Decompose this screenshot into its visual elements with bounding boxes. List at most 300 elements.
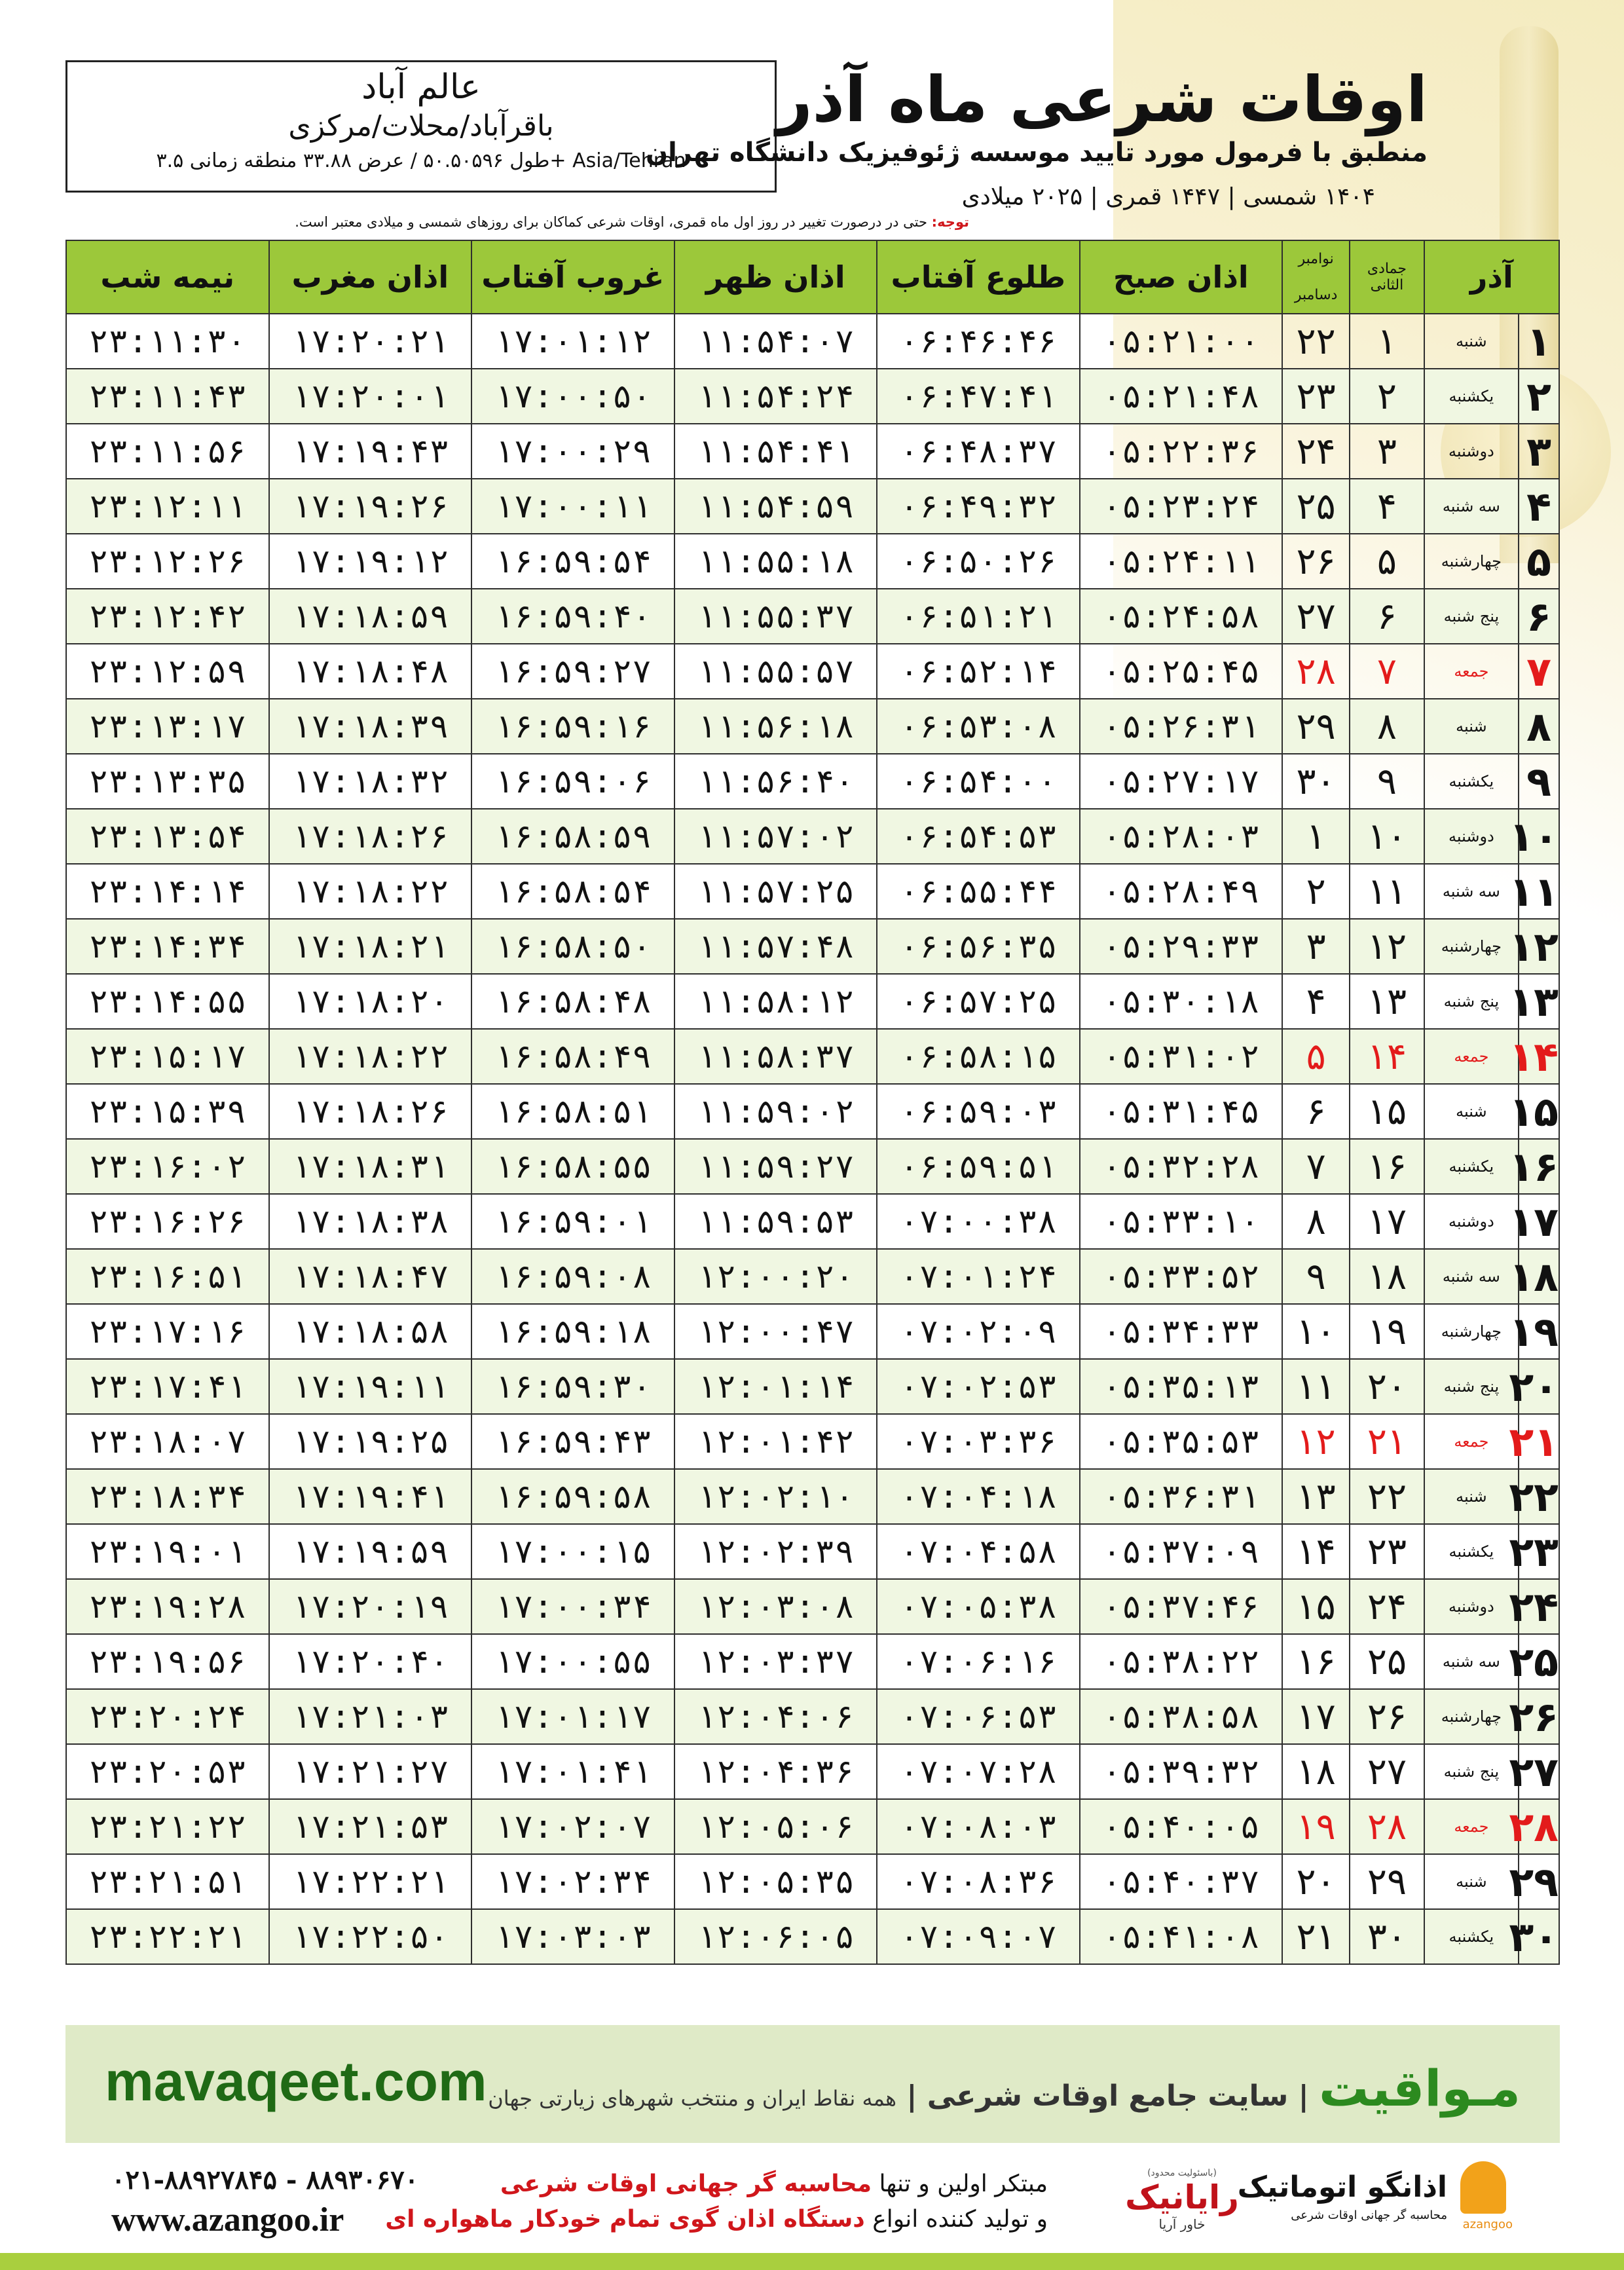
banner-url[interactable]: mavaqeet.com bbox=[105, 2051, 487, 2112]
cell-sunrise: ۰۷:۰۶:۵۳ bbox=[877, 1689, 1080, 1744]
cell-sunset: ۱۷:۰۲:۰۷ bbox=[471, 1799, 674, 1854]
header-fajr: اذان صبح bbox=[1080, 240, 1283, 314]
cell-weekday: شنبه bbox=[1424, 699, 1519, 754]
cell-day: ۱۱ bbox=[1519, 864, 1559, 919]
cell-weekday: جمعه bbox=[1424, 1414, 1519, 1469]
table-row bbox=[66, 809, 1559, 864]
cell-dhuhr: ۱۲:۰۲:۳۹ bbox=[674, 1524, 877, 1579]
cell-weekday: یکشنبه bbox=[1424, 369, 1519, 424]
cell-dhuhr: ۱۱:۵۵:۵۷ bbox=[674, 644, 877, 699]
cell-midnight: ۲۳:۱۱:۵۶ bbox=[66, 424, 269, 479]
cell-weekday: دوشنبه bbox=[1424, 1579, 1519, 1634]
cell-sunrise: ۰۷:۰۱:۲۴ bbox=[877, 1249, 1080, 1304]
cell-fajr: ۰۵:۳۲:۲۸ bbox=[1080, 1139, 1283, 1194]
cell-sunset: ۱۶:۵۸:۵۵ bbox=[471, 1139, 674, 1194]
cell-maghrib: ۱۷:۱۹:۱۱ bbox=[269, 1359, 472, 1414]
cell-hijri: ۱۱ bbox=[1350, 864, 1424, 919]
cell-sunrise: ۰۶:۵۴:۵۳ bbox=[877, 809, 1080, 864]
cell-hijri: ۱۲ bbox=[1350, 919, 1424, 974]
cell-sunrise: ۰۶:۴۹:۳۲ bbox=[877, 479, 1080, 534]
cell-dhuhr: ۱۱:۵۸:۱۲ bbox=[674, 974, 877, 1029]
cell-sunrise: ۰۶:۵۹:۵۱ bbox=[877, 1139, 1080, 1194]
cell-fajr: ۰۵:۳۷:۰۹ bbox=[1080, 1524, 1283, 1579]
cell-day: ۲۷ bbox=[1519, 1744, 1559, 1799]
cell-fajr: ۰۵:۳۳:۵۲ bbox=[1080, 1249, 1283, 1304]
cell-day: ۲۳ bbox=[1519, 1524, 1559, 1579]
cell-dhuhr: ۱۱:۵۹:۵۳ bbox=[674, 1194, 877, 1249]
cell-fajr: ۰۵:۲۴:۵۸ bbox=[1080, 589, 1283, 644]
cell-sunrise: ۰۷:۰۳:۳۶ bbox=[877, 1414, 1080, 1469]
cell-fajr: ۰۵:۳۱:۴۵ bbox=[1080, 1084, 1283, 1139]
cell-fajr: ۰۵:۲۵:۴۵ bbox=[1080, 644, 1283, 699]
cell-hijri: ۲۱ bbox=[1350, 1414, 1424, 1469]
cell-hijri: ۶ bbox=[1350, 589, 1424, 644]
banner-subtext: همه نقاط ایران و منتخب شهرهای زیارتی جهان bbox=[488, 2086, 896, 2111]
cell-greg: ۱۱ bbox=[1282, 1359, 1350, 1414]
cell-greg: ۱۴ bbox=[1282, 1524, 1350, 1579]
bottom-stripe bbox=[0, 2253, 1624, 2270]
cell-sunset: ۱۶:۵۹:۰۸ bbox=[471, 1249, 674, 1304]
cell-midnight: ۲۳:۱۵:۳۹ bbox=[66, 1084, 269, 1139]
cell-greg: ۶ bbox=[1282, 1084, 1350, 1139]
cell-greg: ۲۹ bbox=[1282, 699, 1350, 754]
cell-midnight: ۲۳:۱۳:۱۷ bbox=[66, 699, 269, 754]
cell-fajr: ۰۵:۴۰:۰۵ bbox=[1080, 1799, 1283, 1854]
notice-label: توجه: bbox=[931, 214, 969, 230]
cell-midnight: ۲۳:۱۶:۵۱ bbox=[66, 1249, 269, 1304]
cell-weekday: چهارشنبه bbox=[1424, 534, 1519, 589]
cell-sunset: ۱۶:۵۹:۲۷ bbox=[471, 644, 674, 699]
cell-maghrib: ۱۷:۱۹:۲۵ bbox=[269, 1414, 472, 1469]
cell-hijri: ۱ bbox=[1350, 314, 1424, 369]
cell-fajr: ۰۵:۲۱:۴۸ bbox=[1080, 369, 1283, 424]
rayanik-sub: خاور آریا bbox=[1158, 2216, 1206, 2232]
cell-greg: ۱۵ bbox=[1282, 1579, 1350, 1634]
cell-sunrise: ۰۶:۴۷:۴۱ bbox=[877, 369, 1080, 424]
cell-dhuhr: ۱۲:۰۱:۱۴ bbox=[674, 1359, 877, 1414]
location-name: عالم آباد bbox=[361, 67, 481, 107]
cell-weekday: یکشنبه bbox=[1424, 1524, 1519, 1579]
cell-maghrib: ۱۷:۱۹:۵۹ bbox=[269, 1524, 472, 1579]
table-row bbox=[66, 1469, 1559, 1524]
cell-sunset: ۱۶:۵۹:۵۸ bbox=[471, 1469, 674, 1524]
cell-day: ۱۷ bbox=[1519, 1194, 1559, 1249]
cell-midnight: ۲۳:۱۹:۲۸ bbox=[66, 1579, 269, 1634]
cell-maghrib: ۱۷:۱۸:۲۰ bbox=[269, 974, 472, 1029]
cell-maghrib: ۱۷:۲۰:۰۱ bbox=[269, 369, 472, 424]
cell-dhuhr: ۱۲:۰۲:۱۰ bbox=[674, 1469, 877, 1524]
cell-day: ۷ bbox=[1519, 644, 1559, 699]
cell-fajr: ۰۵:۳۵:۱۳ bbox=[1080, 1359, 1283, 1414]
cell-hijri: ۱۶ bbox=[1350, 1139, 1424, 1194]
cell-dhuhr: ۱۲:۰۵:۰۶ bbox=[674, 1799, 877, 1854]
cell-sunrise: ۰۷:۰۶:۱۶ bbox=[877, 1634, 1080, 1689]
table-row bbox=[66, 1799, 1559, 1854]
table-row bbox=[66, 1249, 1559, 1304]
cell-midnight: ۲۳:۱۳:۳۵ bbox=[66, 754, 269, 809]
cell-weekday: دوشنبه bbox=[1424, 809, 1519, 864]
cell-greg: ۲ bbox=[1282, 864, 1350, 919]
cell-sunrise: ۰۶:۵۳:۰۸ bbox=[877, 699, 1080, 754]
cell-fajr: ۰۵:۳۹:۳۲ bbox=[1080, 1744, 1283, 1799]
page-title: اوقات شرعی ماه آذر bbox=[776, 63, 1428, 136]
cell-fajr: ۰۵:۳۶:۳۱ bbox=[1080, 1469, 1283, 1524]
location-region: باقرآباد/محلات/مرکزی bbox=[288, 109, 554, 143]
cell-greg: ۱ bbox=[1282, 809, 1350, 864]
cell-day: ۶ bbox=[1519, 589, 1559, 644]
cell-sunset: ۱۶:۵۸:۵۹ bbox=[471, 809, 674, 864]
cell-dhuhr: ۱۱:۵۵:۱۸ bbox=[674, 534, 877, 589]
location-coords: طول ۵۰.۵۰۵۹۶ / عرض ۳۳.۸۸ منطقه زمانی ۳.۵+ Asia/Tehran bbox=[156, 149, 686, 172]
cell-fajr: ۰۵:۲۶:۳۱ bbox=[1080, 699, 1283, 754]
cell-maghrib: ۱۷:۱۸:۳۸ bbox=[269, 1194, 472, 1249]
cell-sunset: ۱۶:۵۹:۴۳ bbox=[471, 1414, 674, 1469]
cell-midnight: ۲۳:۲۰:۲۴ bbox=[66, 1689, 269, 1744]
cell-dhuhr: ۱۱:۵۴:۵۹ bbox=[674, 479, 877, 534]
cell-maghrib: ۱۷:۲۰:۲۱ bbox=[269, 314, 472, 369]
cell-sunset: ۱۷:۰۰:۵۵ bbox=[471, 1634, 674, 1689]
header-month: آذر bbox=[1424, 240, 1559, 314]
cell-sunset: ۱۶:۵۹:۵۴ bbox=[471, 534, 674, 589]
cell-day: ۴ bbox=[1519, 479, 1559, 534]
cell-midnight: ۲۳:۱۱:۴۳ bbox=[66, 369, 269, 424]
table-body bbox=[66, 314, 1559, 1964]
cell-day: ۱ bbox=[1519, 314, 1559, 369]
table-row bbox=[66, 1029, 1559, 1084]
cell-dhuhr: ۱۲:۰۱:۴۲ bbox=[674, 1414, 877, 1469]
cell-midnight: ۲۳:۱۲:۲۶ bbox=[66, 534, 269, 589]
cell-weekday: جمعه bbox=[1424, 1029, 1519, 1084]
cell-sunrise: ۰۶:۵۶:۳۵ bbox=[877, 919, 1080, 974]
table-row bbox=[66, 1359, 1559, 1414]
cell-midnight: ۲۳:۱۲:۱۱ bbox=[66, 479, 269, 534]
cell-sunset: ۱۶:۵۸:۴۹ bbox=[471, 1029, 674, 1084]
cell-day: ۲۸ bbox=[1519, 1799, 1559, 1854]
cell-greg: ۸ bbox=[1282, 1194, 1350, 1249]
table-row bbox=[66, 589, 1559, 644]
cell-sunset: ۱۶:۵۸:۵۴ bbox=[471, 864, 674, 919]
cell-maghrib: ۱۷:۲۲:۵۰ bbox=[269, 1909, 472, 1964]
cell-greg: ۲۴ bbox=[1282, 424, 1350, 479]
cell-midnight: ۲۳:۱۸:۳۴ bbox=[66, 1469, 269, 1524]
cell-greg: ۱۳ bbox=[1282, 1469, 1350, 1524]
cell-midnight: ۲۳:۱۲:۵۹ bbox=[66, 644, 269, 699]
cell-maghrib: ۱۷:۱۹:۴۳ bbox=[269, 424, 472, 479]
cell-sunrise: ۰۶:۵۰:۲۶ bbox=[877, 534, 1080, 589]
cell-dhuhr: ۱۲:۰۳:۰۸ bbox=[674, 1579, 877, 1634]
table-row bbox=[66, 1909, 1559, 1964]
header-gregorian bbox=[1282, 240, 1350, 314]
cell-maghrib: ۱۷:۱۸:۵۸ bbox=[269, 1304, 472, 1359]
cell-fajr: ۰۵:۲۱:۰۰ bbox=[1080, 314, 1283, 369]
cell-fajr: ۰۵:۳۳:۱۰ bbox=[1080, 1194, 1283, 1249]
cell-hijri: ۹ bbox=[1350, 754, 1424, 809]
cell-sunset: ۱۷:۰۰:۳۴ bbox=[471, 1579, 674, 1634]
table-row bbox=[66, 919, 1559, 974]
footer-banner bbox=[65, 2025, 1560, 2143]
cell-hijri: ۲۷ bbox=[1350, 1744, 1424, 1799]
cell-maghrib: ۱۷:۱۸:۲۲ bbox=[269, 1029, 472, 1084]
cell-maghrib: ۱۷:۱۸:۲۶ bbox=[269, 809, 472, 864]
cell-sunrise: ۰۶:۴۸:۳۷ bbox=[877, 424, 1080, 479]
cell-weekday: یکشنبه bbox=[1424, 754, 1519, 809]
cell-maghrib: ۱۷:۲۰:۱۹ bbox=[269, 1579, 472, 1634]
cell-dhuhr: ۱۲:۰۰:۲۰ bbox=[674, 1249, 877, 1304]
cell-sunset: ۱۷:۰۱:۱۲ bbox=[471, 314, 674, 369]
cell-day: ۲۴ bbox=[1519, 1579, 1559, 1634]
cell-weekday: سه شنبه bbox=[1424, 864, 1519, 919]
cell-sunrise: ۰۶:۵۸:۱۵ bbox=[877, 1029, 1080, 1084]
cell-weekday: شنبه bbox=[1424, 1854, 1519, 1909]
azangoo-en: azangoo bbox=[1462, 2218, 1513, 2231]
header-gregorian-bottom: دسامبر bbox=[1294, 287, 1338, 303]
cell-day: ۲۶ bbox=[1519, 1689, 1559, 1744]
cell-hijri: ۲۲ bbox=[1350, 1469, 1424, 1524]
cell-day: ۱۴ bbox=[1519, 1029, 1559, 1084]
cell-dhuhr: ۱۱:۵۷:۰۲ bbox=[674, 809, 877, 864]
cell-weekday: سه شنبه bbox=[1424, 1634, 1519, 1689]
cell-sunrise: ۰۷:۰۴:۵۸ bbox=[877, 1524, 1080, 1579]
cell-day: ۲۱ bbox=[1519, 1414, 1559, 1469]
header-midnight: نیمه شب bbox=[66, 240, 269, 314]
cell-fajr: ۰۵:۲۴:۱۱ bbox=[1080, 534, 1283, 589]
contact-phone: ۰۲۱-۸۸۹۲۷۸۴۵ - ۸۸۹۳۰۶۷۰ bbox=[111, 2165, 419, 2195]
cell-fajr: ۰۵:۳۸:۵۸ bbox=[1080, 1689, 1283, 1744]
cell-day: ۳۰ bbox=[1519, 1909, 1559, 1964]
cell-midnight: ۲۳:۱۹:۰۱ bbox=[66, 1524, 269, 1579]
cell-fajr: ۰۵:۲۸:۴۹ bbox=[1080, 864, 1283, 919]
cell-dhuhr: ۱۲:۰۶:۰۵ bbox=[674, 1909, 877, 1964]
cell-fajr: ۰۵:۳۰:۱۸ bbox=[1080, 974, 1283, 1029]
cell-midnight: ۲۳:۱۲:۴۲ bbox=[66, 589, 269, 644]
cell-greg: ۲۳ bbox=[1282, 369, 1350, 424]
cell-dhuhr: ۱۱:۵۵:۳۷ bbox=[674, 589, 877, 644]
rayanik-name: رایانیک bbox=[1125, 2178, 1239, 2216]
table-row bbox=[66, 424, 1559, 479]
cell-weekday: شنبه bbox=[1424, 1084, 1519, 1139]
cell-day: ۱۵ bbox=[1519, 1084, 1559, 1139]
cell-midnight: ۲۳:۱۴:۵۵ bbox=[66, 974, 269, 1029]
cell-sunset: ۱۶:۵۹:۴۰ bbox=[471, 589, 674, 644]
table-header-row bbox=[66, 240, 1559, 314]
cell-sunrise: ۰۷:۰۹:۰۷ bbox=[877, 1909, 1080, 1964]
cell-maghrib: ۱۷:۱۸:۴۸ bbox=[269, 644, 472, 699]
cell-hijri: ۱۷ bbox=[1350, 1194, 1424, 1249]
table-row bbox=[66, 644, 1559, 699]
cell-hijri: ۲۹ bbox=[1350, 1854, 1424, 1909]
cell-sunset: ۱۶:۵۹:۳۰ bbox=[471, 1359, 674, 1414]
cell-weekday: دوشنبه bbox=[1424, 1194, 1519, 1249]
cell-midnight: ۲۳:۱۷:۱۶ bbox=[66, 1304, 269, 1359]
promo-line1-highlight: محاسبه گر جهانی اوقات شرعی bbox=[500, 2170, 872, 2197]
cell-sunrise: ۰۶:۵۴:۰۰ bbox=[877, 754, 1080, 809]
cell-weekday: پنج شنبه bbox=[1424, 589, 1519, 644]
cell-sunset: ۱۷:۰۰:۲۹ bbox=[471, 424, 674, 479]
cell-hijri: ۲۶ bbox=[1350, 1689, 1424, 1744]
table-row bbox=[66, 479, 1559, 534]
banner-tag-text: | سایت جامع اوقات شرعی | bbox=[906, 2079, 1309, 2113]
notice-text: حتی در درصورت تغییر در روز اول ماه قمری، اوقات شرعی کماکان برای روزهای شمسی و میلادی معتبر است. bbox=[295, 214, 932, 230]
cell-greg: ۳۰ bbox=[1282, 754, 1350, 809]
table-row bbox=[66, 369, 1559, 424]
cell-dhuhr: ۱۱:۵۷:۴۸ bbox=[674, 919, 877, 974]
cell-hijri: ۲۳ bbox=[1350, 1524, 1424, 1579]
cell-greg: ۵ bbox=[1282, 1029, 1350, 1084]
cell-greg: ۲۶ bbox=[1282, 534, 1350, 589]
cell-midnight: ۲۳:۱۳:۵۴ bbox=[66, 809, 269, 864]
cell-day: ۱۹ bbox=[1519, 1304, 1559, 1359]
cell-day: ۸ bbox=[1519, 699, 1559, 754]
cell-weekday: پنج شنبه bbox=[1424, 1744, 1519, 1799]
cell-greg: ۲۱ bbox=[1282, 1909, 1350, 1964]
cell-dhuhr: ۱۱:۵۴:۴۱ bbox=[674, 424, 877, 479]
promo-line1: مبتکر اولین و تنها bbox=[872, 2170, 1048, 2197]
cell-weekday: یکشنبه bbox=[1424, 1139, 1519, 1194]
cell-midnight: ۲۳:۱۷:۴۱ bbox=[66, 1359, 269, 1414]
cell-midnight: ۲۳:۲۲:۲۱ bbox=[66, 1909, 269, 1964]
cell-sunrise: ۰۷:۰۴:۱۸ bbox=[877, 1469, 1080, 1524]
cell-sunrise: ۰۶:۴۶:۴۶ bbox=[877, 314, 1080, 369]
cell-sunset: ۱۷:۰۳:۰۳ bbox=[471, 1909, 674, 1964]
cell-midnight: ۲۳:۱۹:۵۶ bbox=[66, 1634, 269, 1689]
cell-sunrise: ۰۷:۰۸:۰۳ bbox=[877, 1799, 1080, 1854]
table-row bbox=[66, 1304, 1559, 1359]
cell-fajr: ۰۵:۴۱:۰۸ bbox=[1080, 1909, 1283, 1964]
cell-sunset: ۱۶:۵۸:۵۱ bbox=[471, 1084, 674, 1139]
cell-weekday: چهارشنبه bbox=[1424, 1689, 1519, 1744]
promo-line2-highlight: دستگاه اذان گوی تمام خودکار ماهواره ای bbox=[385, 2206, 865, 2233]
cell-hijri: ۱۰ bbox=[1350, 809, 1424, 864]
cell-dhuhr: ۱۱:۵۹:۰۲ bbox=[674, 1084, 877, 1139]
cell-hijri: ۳ bbox=[1350, 424, 1424, 479]
cell-day: ۱۲ bbox=[1519, 919, 1559, 974]
cell-weekday: جمعه bbox=[1424, 1799, 1519, 1854]
page-subtitle: منطبق با فرمول مورد تایید موسسه ژئوفیزیک دانشگاه تهران bbox=[645, 138, 1428, 168]
cell-dhuhr: ۱۲:۰۴:۰۶ bbox=[674, 1689, 877, 1744]
cell-day: ۲ bbox=[1519, 369, 1559, 424]
cell-day: ۳ bbox=[1519, 424, 1559, 479]
azangoo-logo-icon bbox=[1460, 2161, 1506, 2214]
cell-maghrib: ۱۷:۲۱:۵۳ bbox=[269, 1799, 472, 1854]
table-row bbox=[66, 699, 1559, 754]
cell-dhuhr: ۱۱:۵۴:۲۴ bbox=[674, 369, 877, 424]
cell-hijri: ۱۳ bbox=[1350, 974, 1424, 1029]
cell-sunset: ۱۷:۰۰:۵۰ bbox=[471, 369, 674, 424]
notice bbox=[295, 214, 969, 230]
cell-midnight: ۲۳:۱۵:۱۷ bbox=[66, 1029, 269, 1084]
cell-greg: ۲۰ bbox=[1282, 1854, 1350, 1909]
rayanik-note: (باسئولیت محدود) bbox=[1147, 2168, 1217, 2178]
cell-fajr: ۰۵:۴۰:۳۷ bbox=[1080, 1854, 1283, 1909]
header-dhuhr: اذان ظهر bbox=[674, 240, 877, 314]
cell-hijri: ۲ bbox=[1350, 369, 1424, 424]
cell-dhuhr: ۱۱:۵۶:۴۰ bbox=[674, 754, 877, 809]
cell-day: ۲۲ bbox=[1519, 1469, 1559, 1524]
cell-maghrib: ۱۷:۲۱:۰۳ bbox=[269, 1689, 472, 1744]
cell-day: ۱۰ bbox=[1519, 809, 1559, 864]
cell-sunset: ۱۶:۵۹:۰۶ bbox=[471, 754, 674, 809]
header-sunset: غروب آفتاب bbox=[471, 240, 674, 314]
cell-sunrise: ۰۷:۰۵:۳۸ bbox=[877, 1579, 1080, 1634]
header-gregorian-top: نوامبر bbox=[1298, 251, 1334, 267]
cell-sunrise: ۰۷:۰۸:۳۶ bbox=[877, 1854, 1080, 1909]
cell-greg: ۱۶ bbox=[1282, 1634, 1350, 1689]
cell-maghrib: ۱۷:۱۹:۱۲ bbox=[269, 534, 472, 589]
cell-sunrise: ۰۷:۰۷:۲۸ bbox=[877, 1744, 1080, 1799]
cell-dhuhr: ۱۱:۵۸:۳۷ bbox=[674, 1029, 877, 1084]
cell-fajr: ۰۵:۳۴:۳۳ bbox=[1080, 1304, 1283, 1359]
cell-midnight: ۲۳:۲۱:۲۲ bbox=[66, 1799, 269, 1854]
footer-website[interactable]: www.azangoo.ir bbox=[111, 2201, 344, 2239]
cell-maghrib: ۱۷:۲۲:۲۱ bbox=[269, 1854, 472, 1909]
cell-day: ۱۸ bbox=[1519, 1249, 1559, 1304]
cell-fajr: ۰۵:۲۹:۳۳ bbox=[1080, 919, 1283, 974]
table-row bbox=[66, 1744, 1559, 1799]
cell-hijri: ۲۴ bbox=[1350, 1579, 1424, 1634]
promo-line2: و تولید کننده انواع bbox=[864, 2206, 1048, 2233]
cell-weekday: شنبه bbox=[1424, 314, 1519, 369]
rayanik-logo bbox=[1120, 2168, 1244, 2240]
cell-midnight: ۲۳:۱۴:۳۴ bbox=[66, 919, 269, 974]
cell-weekday: پنج شنبه bbox=[1424, 1359, 1519, 1414]
header-sunrise: طلوع آفتاب bbox=[877, 240, 1080, 314]
cell-hijri: ۱۵ bbox=[1350, 1084, 1424, 1139]
cell-weekday: دوشنبه bbox=[1424, 424, 1519, 479]
cell-hijri: ۵ bbox=[1350, 534, 1424, 589]
table-row bbox=[66, 1689, 1559, 1744]
cell-greg: ۲۷ bbox=[1282, 589, 1350, 644]
cell-greg: ۱۲ bbox=[1282, 1414, 1350, 1469]
cell-dhuhr: ۱۱:۵۴:۰۷ bbox=[674, 314, 877, 369]
cell-fajr: ۰۵:۲۸:۰۳ bbox=[1080, 809, 1283, 864]
cell-sunrise: ۰۶:۵۹:۰۳ bbox=[877, 1084, 1080, 1139]
cell-day: ۲۹ bbox=[1519, 1854, 1559, 1909]
banner-tagline bbox=[488, 2059, 1521, 2117]
table-row bbox=[66, 1524, 1559, 1579]
cell-weekday: شنبه bbox=[1424, 1469, 1519, 1524]
cell-hijri: ۲۵ bbox=[1350, 1634, 1424, 1689]
cell-greg: ۳ bbox=[1282, 919, 1350, 974]
azangoo-logo bbox=[1237, 2161, 1519, 2240]
table-row bbox=[66, 1139, 1559, 1194]
cell-dhuhr: ۱۲:۰۳:۳۷ bbox=[674, 1634, 877, 1689]
cell-midnight: ۲۳:۱۴:۱۴ bbox=[66, 864, 269, 919]
cell-maghrib: ۱۷:۱۸:۲۶ bbox=[269, 1084, 472, 1139]
table-row bbox=[66, 1634, 1559, 1689]
cell-hijri: ۷ bbox=[1350, 644, 1424, 699]
cell-greg: ۲۵ bbox=[1282, 479, 1350, 534]
cell-weekday: چهارشنبه bbox=[1424, 919, 1519, 974]
cell-hijri: ۴ bbox=[1350, 479, 1424, 534]
banner-brand: مـواقیت bbox=[1319, 2059, 1521, 2117]
cell-weekday: سه شنبه bbox=[1424, 1249, 1519, 1304]
cell-dhuhr: ۱۲:۰۴:۳۶ bbox=[674, 1744, 877, 1799]
cell-day: ۵ bbox=[1519, 534, 1559, 589]
table-row bbox=[66, 974, 1559, 1029]
cell-maghrib: ۱۷:۲۱:۲۷ bbox=[269, 1744, 472, 1799]
cell-midnight: ۲۳:۱۸:۰۷ bbox=[66, 1414, 269, 1469]
cell-maghrib: ۱۷:۱۸:۳۱ bbox=[269, 1139, 472, 1194]
cell-midnight: ۲۳:۱۶:۰۲ bbox=[66, 1139, 269, 1194]
table-row bbox=[66, 1194, 1559, 1249]
cell-maghrib: ۱۷:۱۸:۲۱ bbox=[269, 919, 472, 974]
table-row bbox=[66, 1414, 1559, 1469]
cell-day: ۱۳ bbox=[1519, 974, 1559, 1029]
location-box bbox=[65, 60, 777, 193]
cell-sunset: ۱۶:۵۸:۴۸ bbox=[471, 974, 674, 1029]
cell-dhuhr: ۱۲:۰۵:۳۵ bbox=[674, 1854, 877, 1909]
cell-maghrib: ۱۷:۱۸:۳۲ bbox=[269, 754, 472, 809]
